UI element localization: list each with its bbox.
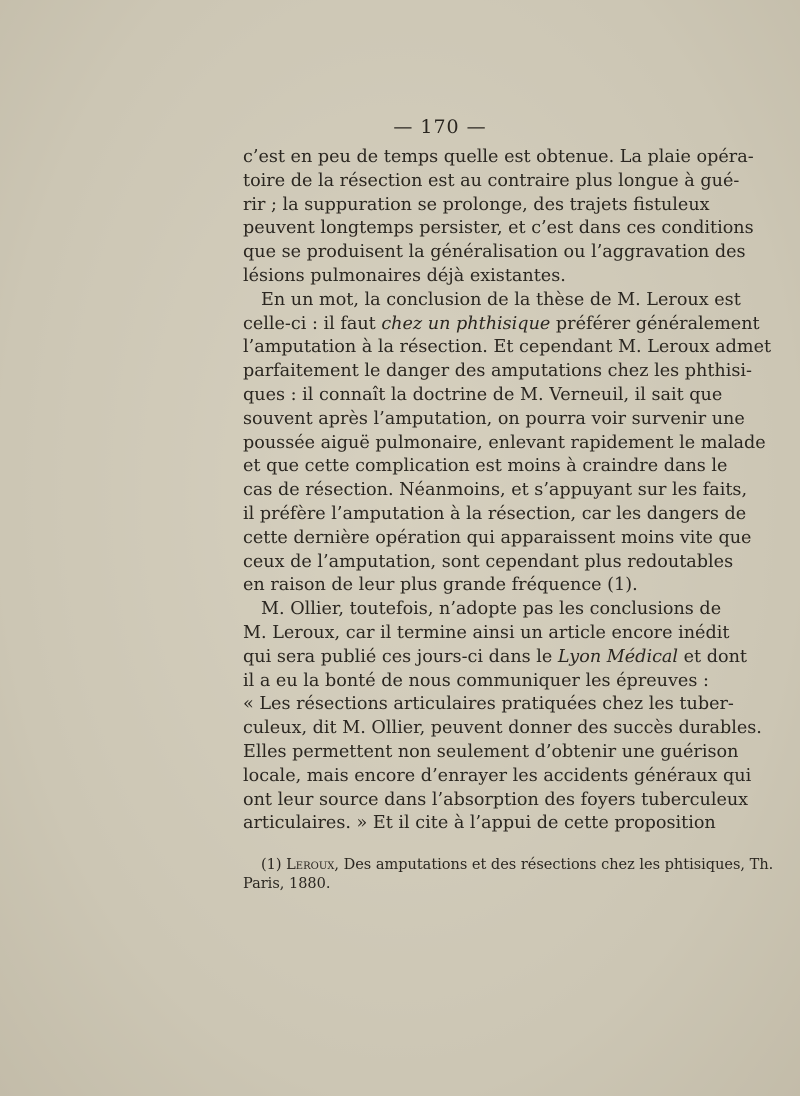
text-run: cette dernière opération qui apparaissent moins vite que xyxy=(243,527,752,548)
text-line xyxy=(243,360,752,384)
text-run: parfaitement le danger des amputations chez les phthisi- xyxy=(243,361,752,382)
text-run: et que cette complication est moins à craindre dans le xyxy=(243,456,728,477)
text-line xyxy=(243,503,747,527)
body-text xyxy=(243,146,772,836)
text-line xyxy=(243,384,723,408)
text-line xyxy=(243,670,709,694)
text-run: préférer généralement xyxy=(550,313,760,334)
paragraph xyxy=(243,598,762,836)
text-line xyxy=(243,765,752,789)
text-line xyxy=(243,241,746,265)
text-run: que se produisent la généralisation ou l’aggravation des xyxy=(243,242,746,263)
italic-text: Lyon Médical xyxy=(557,646,679,667)
text-run: cas de résection. Néanmoins, et s’appuyant sur les faits, xyxy=(243,480,748,501)
text-line xyxy=(243,622,730,646)
text-run: l’amputation à la résection. Et cependant M. Leroux admet xyxy=(243,337,772,358)
text-line xyxy=(243,289,741,313)
text-run: En un mot, la conclusion de la thèse de M. Leroux est xyxy=(261,289,741,310)
text-line xyxy=(243,717,762,741)
text-run: Elles permettent non seulement d’obtenir une guérison xyxy=(243,741,739,762)
text-run: peuvent longtemps persister, et c’est dans ces conditions xyxy=(243,218,754,239)
text-run: qui sera publié ces jours-ci dans le xyxy=(243,646,558,667)
italic-text: chez un phthisique xyxy=(381,313,551,334)
text-run: , Des amputations et des résections chez les phtisiques, Th. xyxy=(334,857,774,873)
text-line xyxy=(243,812,716,836)
text-line xyxy=(243,432,766,456)
text-line xyxy=(243,574,669,598)
text-line xyxy=(243,741,739,765)
text-line xyxy=(243,336,772,360)
text-line xyxy=(243,408,745,432)
text-run: en raison de leur plus grande fréquence (1). xyxy=(243,575,638,596)
text-line xyxy=(243,856,774,875)
text-run: c’est en peu de temps quelle est obtenue. La plaie opéra- xyxy=(243,147,754,167)
text-run: lésions pulmonaires déjà existantes. xyxy=(243,265,566,286)
text-line xyxy=(243,265,669,289)
footnote xyxy=(243,856,774,893)
text-line xyxy=(243,646,747,670)
text-run: (1) xyxy=(261,857,287,873)
text-line xyxy=(243,527,752,551)
text-line xyxy=(243,875,673,894)
text-run: Paris, 1880. xyxy=(243,875,331,892)
text-run: toire de la résection est au contraire plus longue à gué- xyxy=(243,170,740,191)
text-run: celle-ci : il faut xyxy=(243,313,382,334)
text-run: ont leur source dans l’absorption des foyers tuberculeux xyxy=(243,789,749,810)
text-run: locale, mais encore d’enrayer les accidents généraux qui xyxy=(243,765,752,786)
text-run: rir ; la suppuration se prolonge, des trajets fistuleux xyxy=(243,194,710,215)
text-run: et dont xyxy=(678,646,747,667)
author-name: Leroux xyxy=(286,857,335,873)
text-run: ques : il connaît la doctrine de M. Verneuil, il sait que xyxy=(243,384,723,405)
page-number: — 170 — xyxy=(393,116,487,138)
text-run: culeux, dit M. Ollier, peuvent donner des succès durables. xyxy=(243,718,762,739)
text-line xyxy=(243,313,760,337)
text-run: poussée aiguë pulmonaire, enlevant rapidement le malade xyxy=(243,432,766,453)
text-line xyxy=(243,146,754,170)
text-run: M. Ollier, toutefois, n’adopte pas les conclusions de xyxy=(261,599,722,620)
text-line xyxy=(243,170,740,194)
text-run: il a eu la bonté de nous communiquer les épreuves : xyxy=(243,670,709,691)
text-run: articulaires. » Et il cite à l’appui de cette proposition xyxy=(243,813,716,834)
text-run: « Les résections articulaires pratiquées chez les tuber- xyxy=(243,694,734,715)
text-line xyxy=(243,693,734,717)
text-line xyxy=(243,479,748,503)
text-line xyxy=(243,789,749,813)
text-line xyxy=(243,194,710,218)
text-run: il préfère l’amputation à la résection, car les dangers de xyxy=(243,503,747,524)
text-run: ceux de l’amputation, sont cependant plus redoutables xyxy=(243,551,734,572)
text-line xyxy=(243,455,728,479)
paragraph xyxy=(243,289,772,598)
text-line xyxy=(243,551,734,575)
text-line xyxy=(243,598,722,622)
text-run: souvent après l’amputation, on pourra voir survenir une xyxy=(243,408,745,429)
paragraph xyxy=(243,146,754,289)
text-run: M. Leroux, car il termine ainsi un article encore inédit xyxy=(243,622,730,643)
text-line xyxy=(243,217,754,241)
